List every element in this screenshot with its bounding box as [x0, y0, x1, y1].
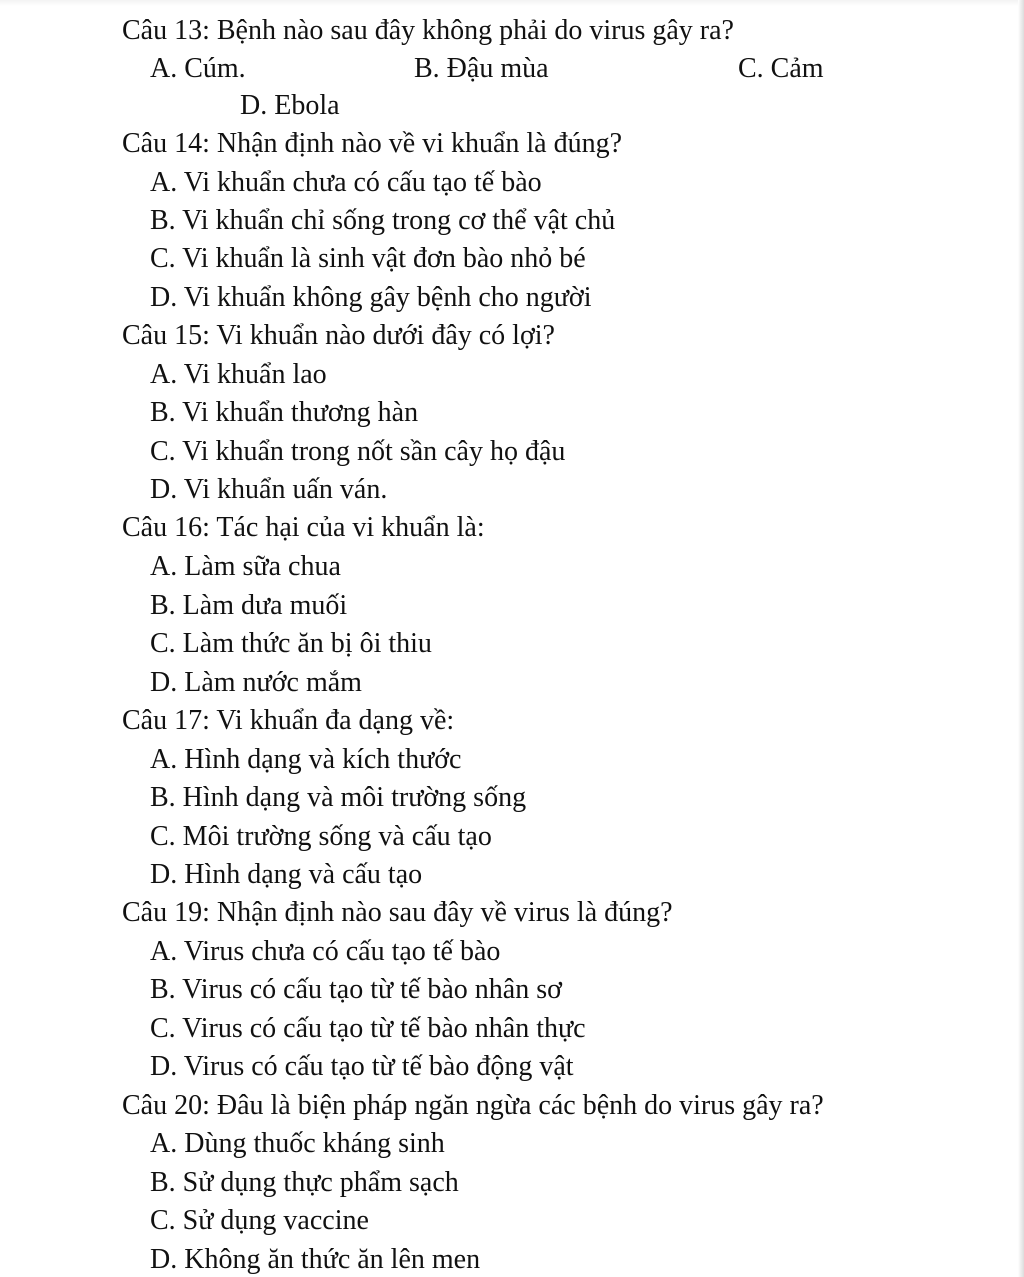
question-13-title: Câu 13: Bệnh nào sau đây không phải do virus gây ra? [122, 15, 734, 46]
question-15-option-c: C. Vi khuẩn trong nốt sần cây họ đậu [150, 436, 566, 467]
page-top-edge [0, 0, 1024, 6]
question-14-title: Câu 14: Nhận định nào về vi khuẩn là đúng? [122, 128, 623, 159]
question-20-option-a: A. Dùng thuốc kháng sinh [150, 1128, 445, 1159]
question-15-option-d: D. Vi khuẩn uấn ván. [150, 474, 388, 505]
question-16-option-b: B. Làm dưa muối [150, 590, 348, 621]
question-13-option-b: B. Đậu mùa [414, 53, 549, 84]
page-right-edge [1018, 0, 1024, 1277]
question-16-option-c: C. Làm thức ăn bị ôi thiu [150, 628, 432, 659]
question-20-option-d: D. Không ăn thức ăn lên men [150, 1244, 481, 1275]
question-13-option-c: C. Cảm [738, 53, 824, 84]
question-17-option-c: C. Môi trường sống và cấu tạo [150, 821, 492, 852]
question-16-title: Câu 16: Tác hại của vi khuẩn là: [122, 512, 485, 543]
question-17-option-a: A. Hình dạng và kích thước [150, 744, 462, 775]
question-13-option-d: D. Ebola [240, 90, 340, 121]
question-15-option-a: A. Vi khuẩn lao [150, 359, 327, 390]
question-20-title: Câu 20: Đâu là biện pháp ngăn ngừa các bệnh do virus gây ra? [122, 1090, 824, 1121]
question-15-title: Câu 15: Vi khuẩn nào dưới đây có lợi? [122, 320, 555, 351]
question-14-option-a: A. Vi khuẩn chưa có cấu tạo tế bào [150, 167, 542, 198]
question-16-option-d: D. Làm nước mắm [150, 667, 362, 698]
question-19-option-b: B. Virus có cấu tạo từ tế bào nhân sơ [150, 974, 562, 1005]
question-16-option-a: A. Làm sữa chua [150, 551, 341, 582]
question-17-title: Câu 17: Vi khuẩn đa dạng về: [122, 705, 455, 736]
question-20-option-b: B. Sử dụng thực phẩm sạch [150, 1167, 459, 1198]
question-13-option-a: A. Cúm. [150, 53, 246, 84]
question-17-option-d: D. Hình dạng và cấu tạo [150, 859, 423, 890]
question-17-option-b: B. Hình dạng và môi trường sống [150, 782, 527, 813]
question-19-option-d: D. Virus có cấu tạo từ tế bào động vật [150, 1051, 574, 1082]
question-14-option-d: D. Vi khuẩn không gây bệnh cho người [150, 282, 592, 313]
question-14-option-c: C. Vi khuẩn là sinh vật đơn bào nhỏ bé [150, 243, 586, 274]
question-15-option-b: B. Vi khuẩn thương hàn [150, 397, 419, 428]
question-19-option-a: A. Virus chưa có cấu tạo tế bào [150, 936, 501, 967]
question-14-option-b: B. Vi khuẩn chỉ sống trong cơ thể vật chủ [150, 205, 616, 236]
question-19-option-c: C. Virus có cấu tạo từ tế bào nhân thực [150, 1013, 586, 1044]
question-19-title: Câu 19: Nhận định nào sau đây về virus là đúng? [122, 897, 673, 928]
question-20-option-c: C. Sử dụng vaccine [150, 1205, 369, 1236]
